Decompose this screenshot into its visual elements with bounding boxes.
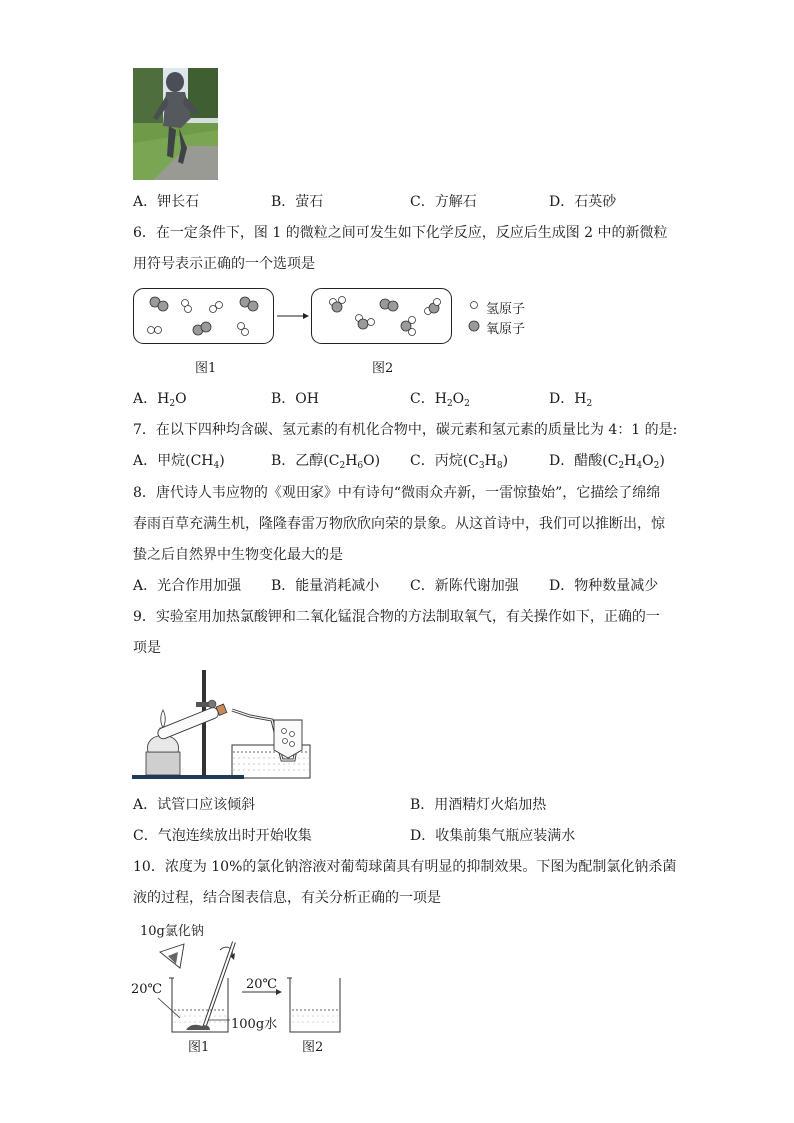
q7-option-c: C．丙烷$(C_3H_8)$	[410, 453, 509, 471]
q8-stem-line1: 8．唐代诗人韦应物的《观田家》中有诗句“微雨众卉新，一雷惊蛰始”，它描绘了绵绵	[133, 485, 661, 501]
q9-stem-line1: 9．实验室用加热氯酸钾和二氧化锰混合物的方法制取氧气，有关操作如下，正确的一	[133, 609, 660, 625]
q6-fig1-caption: 图1	[195, 361, 217, 376]
q10-fig1-caption: 图1	[188, 1040, 210, 1055]
temp-arrow-label: 20℃	[246, 977, 278, 992]
q9-option-a: A．试管口应该倾斜	[133, 797, 256, 813]
q8-stem-line3: 蛰之后自然界中生物变化最大的是	[133, 547, 343, 563]
q5-option-c: C．方解石	[410, 194, 477, 210]
salt-label: 10g氯化钠	[140, 924, 204, 939]
q5-option-d: D．石英砂	[549, 194, 617, 210]
q6-option-a: A．$H_2O$	[133, 391, 187, 409]
q9-option-d: D．收集前集气瓶应装满水	[410, 828, 576, 844]
q9-option-c: C．气泡连续放出时开始收集	[133, 828, 312, 844]
oxygen-apparatus-diagram	[132, 668, 322, 783]
q6-stem-line1: 6．在一定条件下，图 1 的微粒之间可发生如下化学反应，反应后生成图 2 中的新微粒	[133, 225, 668, 241]
q8-stem-line2: 春雨百草充满生机，隆隆春雷万物欣欣向荣的景象。从这首诗中，我们可以推断出，惊	[133, 516, 665, 532]
q9-stem-line2: 项是	[133, 640, 161, 656]
water-label: 100g水	[231, 1017, 278, 1032]
q8-option-a: A．光合作用加强	[133, 578, 242, 594]
statue-photo	[133, 68, 218, 180]
legend-hydrogen: 氢原子	[486, 302, 526, 317]
q6-option-d: D．$H_2$	[549, 391, 593, 409]
q8-option-b: B．能量消耗减小	[271, 578, 380, 594]
q8-option-c: C．新陈代谢加强	[410, 578, 519, 594]
q5-option-a: A．钾长石	[133, 194, 200, 210]
q8-option-d: D．物种数量减少	[549, 578, 659, 594]
q9-option-b: B．用酒精灯火焰加热	[410, 797, 547, 813]
q6-stem-line2: 用符号表示正确的一个选项是	[133, 256, 315, 272]
temp-left-label: 20℃	[131, 982, 163, 997]
q10-fig2-caption: 图2	[302, 1040, 324, 1055]
q6-fig2-caption: 图2	[372, 361, 394, 376]
q7-option-a: A．甲烷$(CH_4)$	[133, 453, 225, 471]
q7-stem: 7．在以下四种均含碳、氢元素的有机化合物中，碳元素和氢元素的质量比为 4：1 的是:	[133, 422, 678, 438]
q7-option-d: D．醋酸$(C_2H_4O_2)$	[549, 453, 665, 471]
q7-option-b: B．乙醇$(C_2H_6O)$	[271, 453, 381, 471]
q10-stem-line2: 液的过程，结合图表信息，有关分析正确的一项是	[133, 890, 441, 906]
legend-oxygen: 氧原子	[486, 322, 526, 337]
q5-option-b: B．萤石	[271, 194, 324, 210]
q6-option-c: C．$H_2O_2$	[410, 391, 470, 409]
q10-stem-line1: 10．浓度为 10%的氯化钠溶液对葡萄球菌具有明显的抑制效果。下图为配制氯化钠杀菌	[133, 859, 677, 875]
q6-particle-diagram	[133, 286, 573, 348]
q6-option-b: B．OH	[271, 391, 319, 407]
